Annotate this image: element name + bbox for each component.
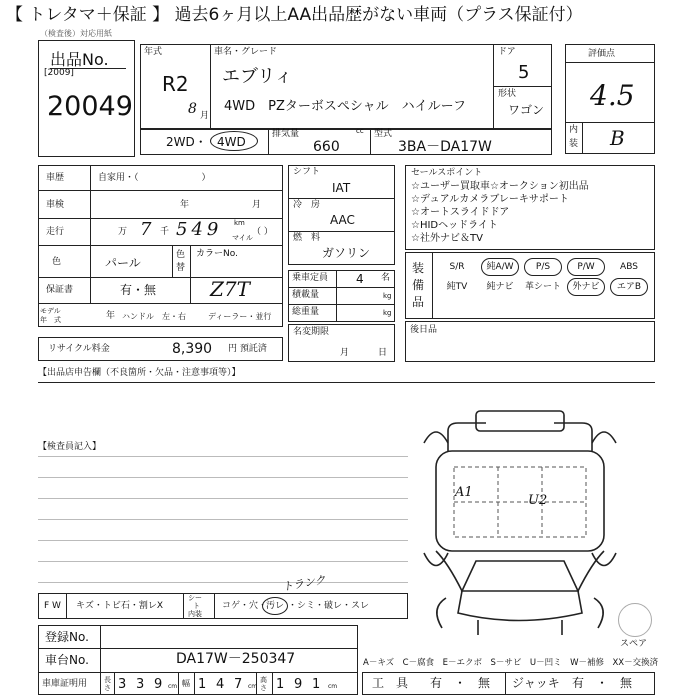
ac-label: 冷 房: [293, 200, 321, 210]
len-1: 3: [136, 677, 145, 692]
chassis-value: DA17W－250347: [176, 651, 296, 667]
fuel-value: ガソリン: [322, 246, 371, 260]
inspector-label: 【検査員記入】: [38, 442, 102, 452]
door-label: ドア: [498, 47, 516, 57]
damage-legend: A－キズ C－腐食 E－エクボ S－サビ U－凹ミ W－補修 XX－交換済: [363, 658, 659, 668]
reg-no-label: 登録No.: [45, 630, 89, 644]
year-month-unit: 月: [200, 111, 210, 121]
width-1: 4: [216, 677, 225, 692]
mileage-paren: （ ）: [252, 227, 273, 237]
capacity-unit: 名: [381, 273, 391, 283]
equipment-item: エアB: [610, 278, 648, 296]
equipment-label-3: 品: [412, 295, 425, 309]
score-label: 評価点: [588, 49, 616, 59]
seat-label-1: シー: [188, 594, 202, 602]
warranty-value: 有・無: [120, 283, 157, 297]
equipment-item: 純ナビ: [486, 282, 514, 292]
load-unit: kg: [383, 292, 392, 300]
car-windshield: [462, 561, 578, 591]
door-count: 5: [518, 62, 530, 83]
shift-label: シフト: [293, 167, 321, 177]
history-value: 自家用・（ ）: [98, 173, 211, 183]
model-year-unit: 年: [106, 311, 116, 321]
equipment-label-2: 備: [412, 278, 425, 292]
drive-2wd: 2WD・: [166, 135, 207, 149]
model-year-label-1: モデル: [40, 307, 61, 315]
len-label: 長さ: [104, 676, 111, 692]
fw-label: F W: [44, 601, 61, 611]
seat-options-a: コゲ・穴・: [222, 601, 268, 611]
later-box: [405, 321, 655, 362]
height-label: 高さ: [260, 676, 267, 692]
handwritten-note: トランク: [281, 573, 327, 594]
model-year-label-2: 年 式: [40, 316, 61, 324]
body-shape: ワゴン: [508, 103, 545, 117]
capacity-value: 4: [356, 272, 364, 286]
seat-label-3: 内装: [188, 610, 202, 618]
width-0: 1: [198, 677, 207, 692]
drive-4wd: 4WD: [217, 135, 246, 149]
car-name: エブリィ: [222, 66, 293, 87]
name-change-day: 日: [378, 348, 388, 358]
handle-label: ハンドル 左・右: [122, 312, 186, 321]
sales-item-3: ☆オートスライドドア: [411, 207, 510, 218]
interior-label-2: 装: [569, 139, 579, 149]
equipment-item: P/W: [567, 258, 605, 276]
mileage-unit-km: km: [234, 219, 245, 227]
spare-tire-icon: [618, 603, 652, 637]
lot-code: [2009]: [44, 68, 74, 78]
height-0: 1: [276, 677, 285, 692]
car-front-outline: [458, 591, 582, 621]
mileage-man: 万: [118, 227, 128, 237]
inspection-year: 年: [180, 200, 190, 210]
name-change-label: 名変期限: [293, 327, 330, 337]
displacement-value: 660: [313, 139, 340, 155]
sheet-subtitle: （検査後）対応用紙: [40, 29, 112, 38]
car-grade: 4WD PZターボスペシャル ハイルーフ: [224, 99, 466, 114]
model-label: 型式: [374, 129, 393, 139]
equipment-item: 外ナビ: [567, 278, 605, 296]
ac-value: AAC: [330, 213, 355, 227]
recycle-value: 8,390: [172, 341, 213, 357]
color-label: 色: [52, 257, 62, 267]
equipment-item: 純TV: [446, 282, 468, 292]
spare-label: スペア: [620, 639, 648, 649]
history-label: 車歴: [46, 173, 65, 183]
sales-item-2: ☆デュアルカメラブレーキサポート: [411, 194, 569, 205]
width-2: 7: [234, 677, 243, 692]
fuel-label: 燃 料: [293, 233, 321, 243]
year-era: R2: [162, 72, 189, 96]
year-label: 年式: [144, 47, 163, 57]
mileage-unit-mile: マイル: [232, 234, 253, 242]
width-cm: cm: [248, 683, 258, 690]
inspection-label: 車検: [46, 200, 65, 210]
displacement-unit: cc: [356, 127, 364, 135]
sales-item-1: ☆ユーザー買取車☆オークション初出品: [411, 181, 589, 192]
mark-u2: U2: [528, 493, 548, 508]
equipment-item: S/R: [449, 262, 465, 272]
len-0: 3: [118, 677, 127, 692]
len-cm: cm: [168, 683, 178, 690]
mileage-label: 走行: [46, 227, 65, 237]
capacity-label: 乗車定員: [292, 273, 329, 283]
lot-label: 出品No.: [50, 50, 109, 69]
height-cm: cm: [328, 683, 338, 690]
seat-circled: 汚レ: [266, 601, 285, 611]
displacement-label: 排気量: [272, 129, 300, 139]
mileage-digit-1: 7: [140, 219, 152, 240]
len-2: 9: [154, 677, 163, 692]
recycle-unit: 円 預託済: [228, 344, 267, 354]
shift-value: IAT: [332, 181, 351, 195]
model-value: 3BA－DA17W: [398, 139, 492, 155]
color-change-1: 色: [176, 250, 186, 260]
shape-label: 形状: [498, 89, 517, 99]
equipment-label-1: 装: [412, 261, 425, 275]
score-value: 4.5: [590, 79, 635, 112]
equipment-item: 純A/W: [481, 258, 519, 276]
warranty-label: 保証書: [46, 285, 74, 295]
sales-title: セールスポイント: [411, 168, 483, 178]
mark-a1: A1: [455, 485, 473, 500]
color-no-label: カラーNo.: [196, 249, 238, 259]
interior-grade: B: [610, 126, 625, 150]
later-label: 後日品: [410, 325, 438, 335]
jack-value: 有 ・ 無: [572, 676, 633, 690]
seat-label-2: ト: [193, 602, 200, 610]
interior-label-1: 内: [569, 125, 579, 135]
width-label: 幅: [182, 679, 190, 688]
banner-title: 【 トレタマ＋保証 】 過去6ヶ月以上AA出品歴がない車両（プラス保証付）: [6, 5, 583, 25]
equipment-item: P/S: [524, 258, 562, 276]
lot-number: 20049: [47, 91, 133, 122]
weight-unit: kg: [383, 309, 392, 317]
sales-item-5: ☆社外ナビ＆TV: [411, 233, 483, 244]
mileage-sen: 千: [160, 227, 170, 237]
cert-label: 車庫証明用: [42, 679, 88, 689]
equipment-item: ABS: [620, 262, 638, 272]
fw-options: キズ・トビ石・割レX: [76, 601, 163, 611]
height-1: 9: [294, 677, 303, 692]
inspection-month: 月: [252, 200, 262, 210]
load-label: 積載量: [292, 290, 320, 300]
mileage-digits-rest: 549: [176, 219, 223, 240]
weight-label: 総重量: [292, 307, 320, 317]
height-2: 1: [312, 677, 321, 692]
name-change-month: 月: [340, 348, 350, 358]
color-no-value: Z7T: [210, 277, 250, 301]
notes-label: 【出品店申告欄（不良箇所・欠品・注意事項等）】: [38, 368, 241, 378]
seat-options-b: ・シミ・破レ・スレ: [288, 601, 370, 611]
color-value: パール: [105, 256, 141, 270]
sales-item-4: ☆HIDヘッドライト: [411, 220, 498, 231]
dealer-label: ディーラー・並行: [208, 312, 272, 321]
year-month: 8: [188, 101, 197, 117]
tools-value: 有 ・ 無: [430, 676, 491, 690]
color-change-2: 替: [176, 263, 186, 273]
tools-label: 工 具: [372, 676, 409, 690]
recycle-label: リサイクル料金: [48, 344, 110, 354]
equipment-item: 革シート: [525, 282, 562, 292]
car-damage-diagram: [418, 383, 618, 638]
name-label: 車名・グレード: [214, 47, 278, 57]
car-body-outline: [436, 451, 604, 551]
chassis-label: 車台No.: [45, 653, 89, 667]
car-roof-outline: [476, 411, 564, 431]
jack-label: ジャッキ: [512, 676, 560, 690]
